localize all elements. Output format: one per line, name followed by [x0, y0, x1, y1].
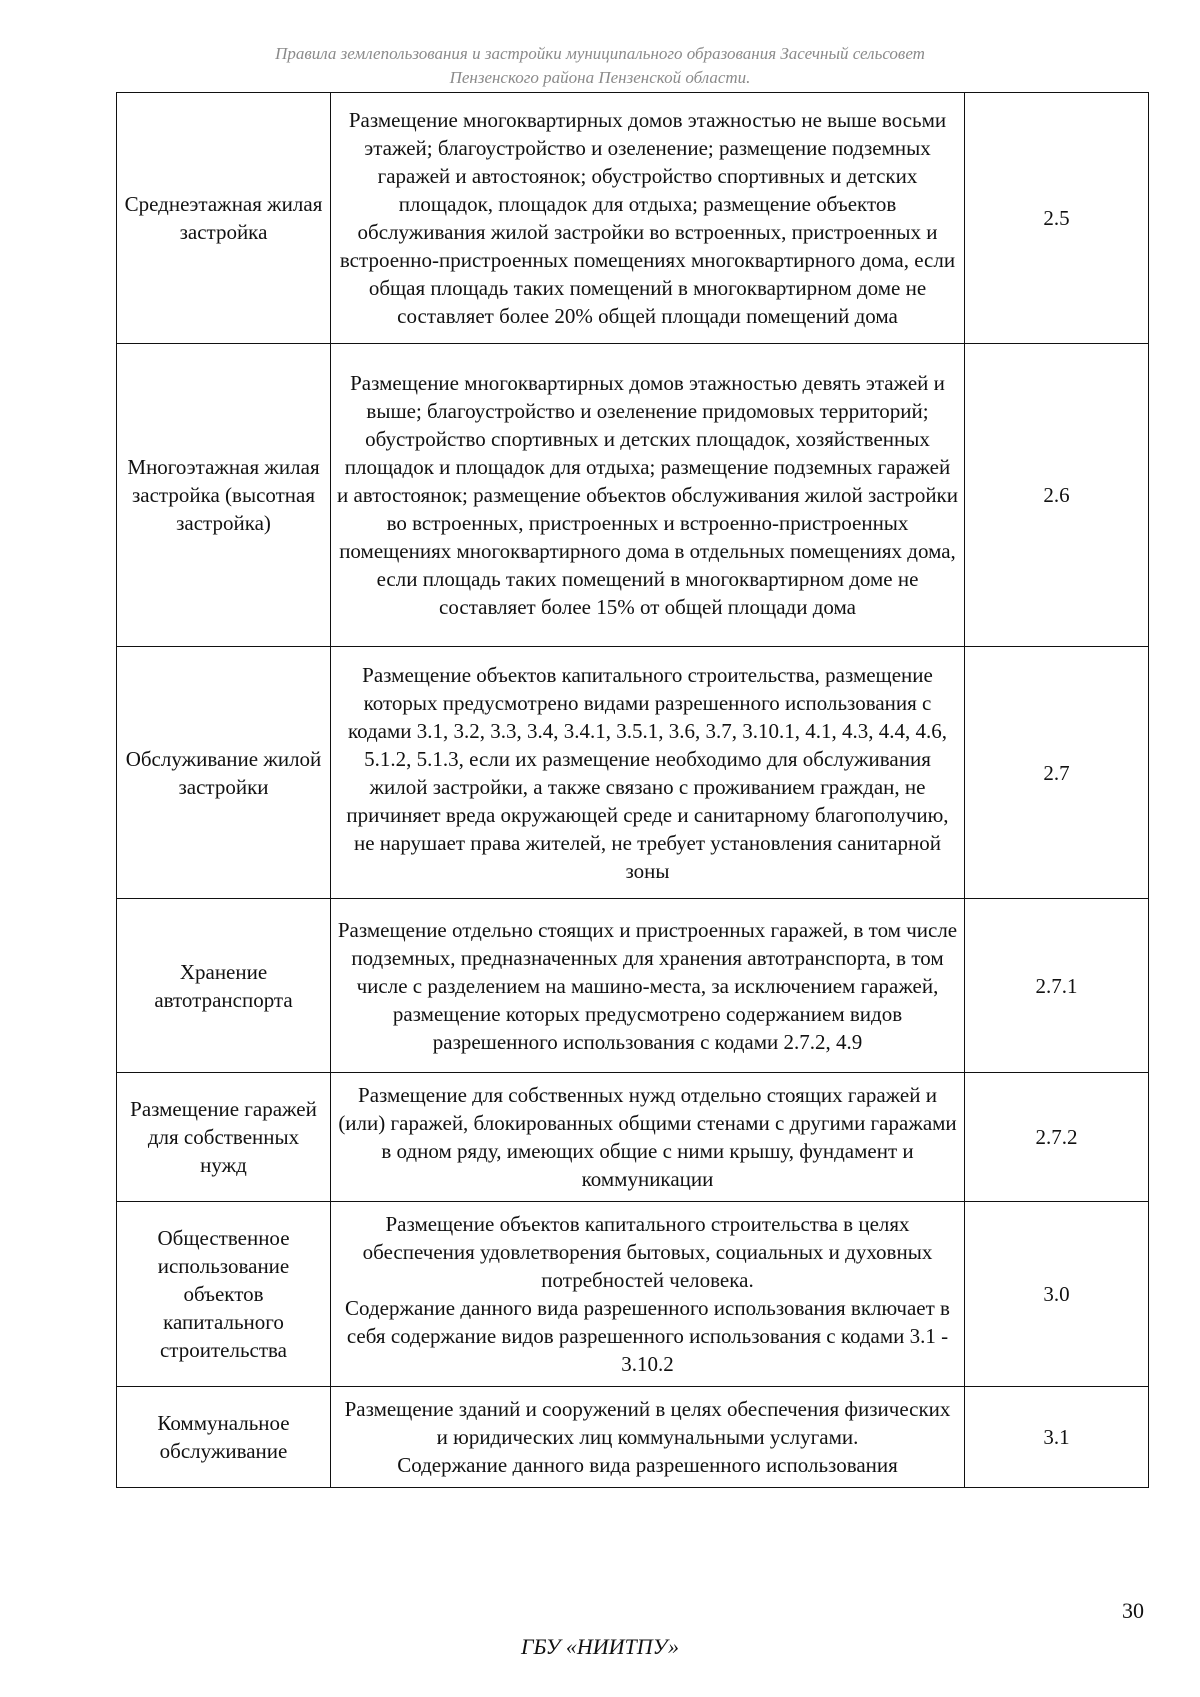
use-description-cell: Размещение многоквартирных домов этажностью не выше восьми этажей; благоустройство и озеленение; размещение подземных гаражей и автостоянок; обустройство спортивных и детских площадок, площадок для отдыха; размещение объектов обслуживания жилой застройки во встроенных, пристроенных и встроенно-пристроенных помещениях многоквартирного дома, если общая площадь таких помещений в многоквартирном доме не составляет более 20% общей площади помещений дома	[331, 93, 965, 344]
use-name-cell: Хранение автотранспорта	[117, 899, 331, 1073]
use-name-cell: Среднеэтажная жилая застройка	[117, 93, 331, 344]
table-row	[117, 1202, 1149, 1387]
use-code-cell: 2.5	[965, 93, 1149, 344]
description-paragraph: Размещение объектов капитального строительства в целях обеспечения удовлетворения бытовых, социальных и духовных потребностей человека.	[362, 1212, 933, 1292]
description-paragraph: Содержание данного вида разрешенного использования включает в себя содержание видов разрешенного использования с кодами 3.1 - 3.10.2	[345, 1296, 950, 1376]
table-row	[117, 1073, 1149, 1202]
running-header	[180, 42, 1020, 90]
use-name-cell: Многоэтажная жилая застройка (высотная застройка)	[117, 344, 331, 647]
table-row	[117, 93, 1149, 344]
use-name-cell: Коммунальное обслуживание	[117, 1387, 331, 1488]
use-description-cell	[331, 1202, 965, 1387]
description-paragraph: Размещение зданий и сооружений в целях обеспечения физических и юридических лиц коммунальными услугами.	[344, 1397, 951, 1449]
use-name-cell: Обслуживание жилой застройки	[117, 647, 331, 899]
table-row	[117, 899, 1149, 1073]
header-line-1: Правила землепользования и застройки муниципального образования Засечный сельсовет	[275, 44, 925, 63]
description-paragraph: Содержание данного вида разрешенного использования	[397, 1453, 898, 1477]
use-code-cell: 2.7	[965, 647, 1149, 899]
land-use-table	[116, 92, 1149, 1488]
use-description-cell: Размещение для собственных нужд отдельно стоящих гаражей и (или) гаражей, блокированных общими стенами с другими гаражами в одном ряду, имеющих общие с ними крышу, фундамент и коммуникации	[331, 1073, 965, 1202]
use-code-cell: 2.7.2	[965, 1073, 1149, 1202]
page-number: 30	[1122, 1598, 1144, 1623]
use-description-cell	[331, 1387, 965, 1488]
table-row	[117, 1387, 1149, 1488]
use-description-cell: Размещение объектов капитального строительства, размещение которых предусмотрено видами разрешенного использования с кодами 3.1, 3.2, 3.3, 3.4, 3.4.1, 3.5.1, 3.6, 3.7, 3.10.1, 4.1, 4.3, 4.4, 4.6, 5.1.2, 5.1.3, если их размещение необходимо для обслуживания жилой застройки, а также связано с проживанием граждан, не причиняет вреда окружающей среде и санитарному благополучию, не нарушает права жителей, не требует установления санитарной зоны	[331, 647, 965, 899]
footer-organization: ГБУ «НИИТПУ»	[520, 1634, 680, 1659]
use-name-cell: Размещение гаражей для собственных нужд	[117, 1073, 331, 1202]
use-code-cell: 3.1	[965, 1387, 1149, 1488]
use-name-cell: Общественное использование объектов капитального строительства	[117, 1202, 331, 1387]
use-code-cell: 2.7.1	[965, 899, 1149, 1073]
table-row	[117, 647, 1149, 899]
use-code-cell: 2.6	[965, 344, 1149, 647]
use-description-cell: Размещение многоквартирных домов этажностью девять этажей и выше; благоустройство и озеленение придомовых территорий; обустройство спортивных и детских площадок, хозяйственных площадок и площадок для отдыха; размещение подземных гаражей и автостоянок; размещение объектов обслуживания жилой застройки во встроенных, пристроенных и встроенно-пристроенных помещениях многоквартирного дома в отдельных помещениях дома, если площадь таких помещений в многоквартирном доме не составляет более 15% от общей площади дома	[331, 344, 965, 647]
use-code-cell: 3.0	[965, 1202, 1149, 1387]
header-line-2: Пензенского района Пензенской области.	[449, 68, 751, 87]
use-description-cell: Размещение отдельно стоящих и пристроенных гаражей, в том числе подземных, предназначенных для хранения автотранспорта, в том числе с разделением на машино-места, за исключением гаражей, размещение которых предусмотрено содержанием видов разрешенного использования с кодами 2.7.2, 4.9	[331, 899, 965, 1073]
table-row	[117, 344, 1149, 647]
